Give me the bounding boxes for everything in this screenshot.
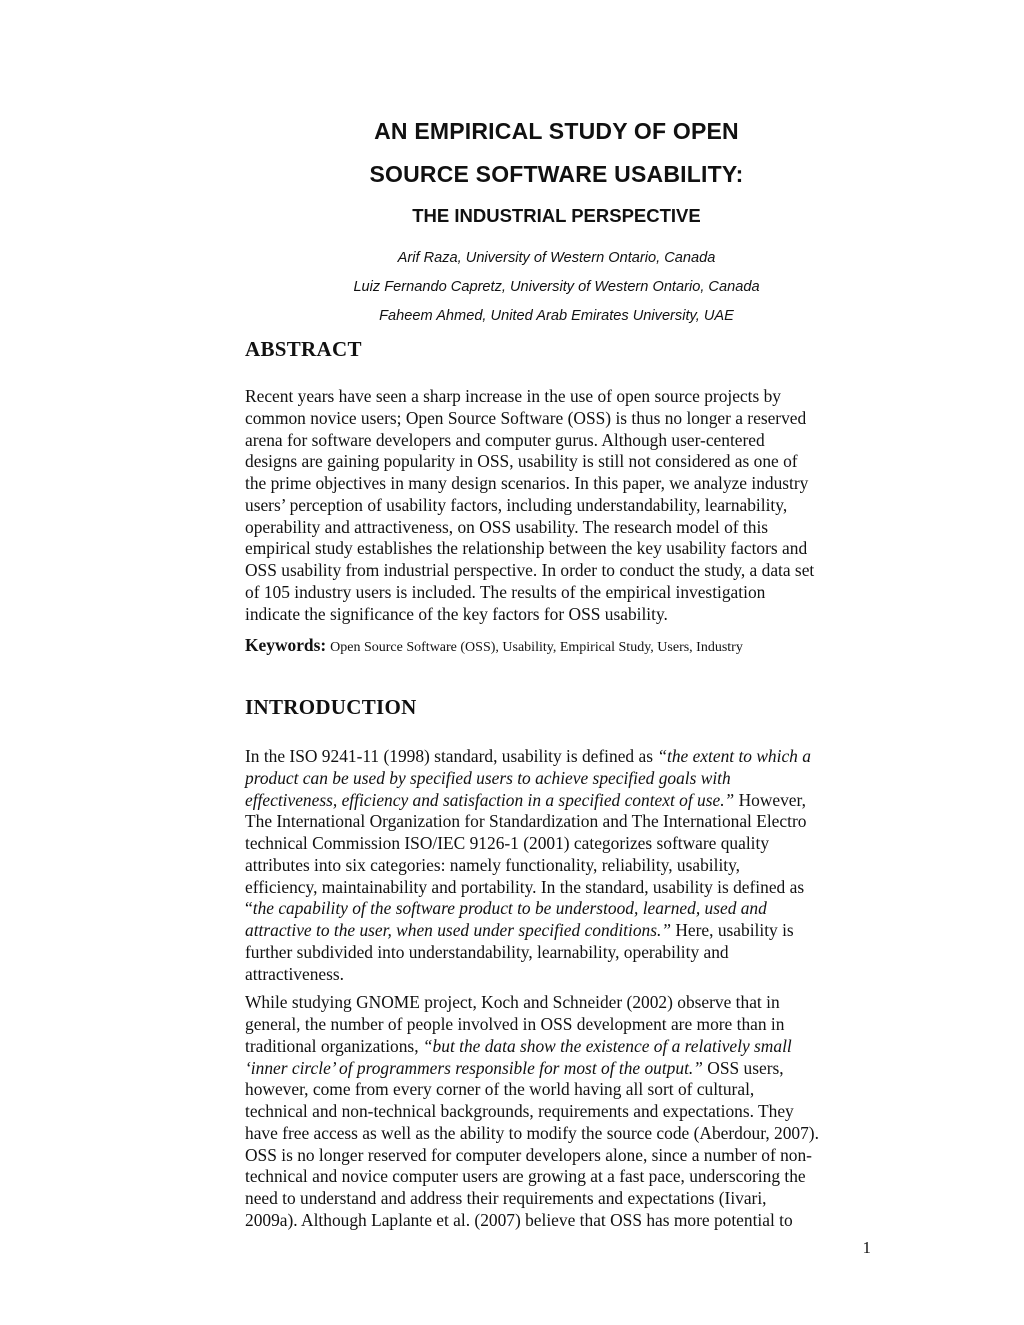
paragraph-line [245, 768, 871, 790]
paragraph-line: efficiency, maintainability and portability. In the standard, usability is defined as [245, 876, 805, 897]
introduction-paragraph-2 [245, 992, 871, 1231]
paragraph-line: technical and non-technical backgrounds, requirements and expectations. They [245, 1101, 794, 1121]
paragraph-line: attractive to the user, when used under specified conditions.” Here, usability is [245, 920, 794, 940]
paragraph-line: technical Commission ISO/IEC 9126-1 (2001) categorizes software quality [245, 833, 770, 853]
koch-quote: “but the data show the existence of a relatively small [422, 1035, 792, 1056]
abstract-line: operability and attractiveness, on OSS usability. The research model of this [245, 516, 769, 537]
paragraph-line: further subdivided into understandability, learnability, operability and [245, 941, 729, 962]
abstract-line: of 105 industry users is included. The results of the empirical investigation [245, 581, 766, 602]
iso-iec-quote: attractive to the user, when used under specified conditions.” [245, 920, 672, 940]
iso-quote: product can be used by specified users to achieve specified goals with [245, 767, 731, 788]
paragraph-line: effectiveness, efficiency and satisfaction in a specified context of use.” However, [245, 789, 806, 810]
paragraph-line: attributes into six categories: namely functionality, reliability, usability, [245, 854, 741, 875]
paragraph-line: While studying GNOME project, Koch and Schneider (2002) observe that in [245, 992, 780, 1013]
abstract-line: Recent years have seen a sharp increase in the use of open source projects by [245, 386, 781, 406]
author-line: Arif Raza, University of Western Ontario, Canada [397, 250, 716, 266]
abstract-line: OSS usability from industrial perspective. In order to conduct the study, a data set [245, 560, 815, 580]
paragraph-line: 2009a). Although Laplante et al. (2007) believe that OSS has more potential to [245, 1209, 793, 1230]
author-line: Luiz Fernando Capretz, University of Western Ontario, Canada [353, 279, 760, 295]
paragraph-line: OSS is no longer reserved for computer developers alone, since a number of non- [245, 1144, 812, 1165]
paragraph-line: ‘inner circle’ of programmers responsible for most of the output.” OSS users, [245, 1057, 784, 1078]
koch-quote: ‘inner circle’ of programmers responsible for most of the output.” [245, 1057, 703, 1078]
abstract-heading: ABSTRACT [245, 337, 362, 361]
paragraph-line: however, come from every corner of the world having all sort of cultural, [245, 1079, 755, 1100]
paragraph-line: The International Organization for Standardization and The International Electro [245, 811, 807, 832]
paragraph-line: general, the number of people involved in OSS development are more than in [245, 1014, 785, 1034]
author-line: Faheem Ahmed, United Arab Emirates University, UAE [379, 308, 734, 324]
abstract-line: the prime objectives in many design scenarios. In this paper, we analyze industry [245, 473, 809, 493]
paragraph-line: “the capability of the software product to be understood, learned, used and [245, 898, 767, 919]
paragraph-line: traditional organizations, “but the data show the existence of a relatively small [245, 1035, 792, 1056]
keywords-label: Keywords: [245, 635, 327, 655]
abstract-line: empirical study establishes the relationship between the key usability factors and [245, 538, 808, 559]
iso-iec-quote: the capability of the software product to be understood, learned, used and [252, 898, 767, 919]
paper-title-block [245, 110, 868, 236]
iso-quote: effectiveness, efficiency and satisfaction in a specified context of use.” [245, 789, 735, 810]
abstract-line: designs are gaining popularity in OSS, usability is still not considered as one of [245, 451, 798, 472]
paper-title-line-1: AN EMPIRICAL STUDY OF OPEN [374, 118, 739, 144]
paragraph-line: attractiveness. [245, 963, 344, 984]
paragraph-line: have free access as well as the ability to modify the source code (Aberdour, 2007). [245, 1122, 819, 1143]
abstract-line: indicate the significance of the key factors for OSS usability. [245, 603, 668, 624]
paragraph-line: need to understand and address their requirements and expectations (Iivari, [245, 1188, 767, 1208]
abstract-body [245, 386, 871, 625]
introduction-heading: INTRODUCTION [245, 695, 417, 719]
iso-quote: “the extent to which a [657, 746, 811, 766]
keywords-text: Open Source Software (OSS), Usability, Empirical Study, Users, Industry [330, 640, 743, 655]
paragraph-line: technical and novice computer users are growing at a fast pace, underscoring the [245, 1166, 806, 1187]
keywords-line [245, 635, 743, 656]
author-list [245, 244, 868, 331]
paper-subtitle: THE INDUSTRIAL PERSPECTIVE [412, 205, 701, 226]
abstract-line: common novice users; Open Source Software (OSS) is thus no longer a reserved [245, 407, 807, 428]
abstract-line: users’ perception of usability factors, including understandability, learnability, [245, 494, 788, 515]
page-number: 1 [862, 1238, 871, 1257]
paragraph-line: In the ISO 9241-11 (1998) standard, usability is defined as “the extent to which a [245, 746, 811, 766]
paper-title-line-2: SOURCE SOFTWARE USABILITY: [369, 161, 744, 187]
introduction-body [245, 746, 871, 1232]
abstract-line: arena for software developers and computer gurus. Although user-centered [245, 429, 765, 450]
introduction-paragraph-1 [245, 746, 871, 985]
